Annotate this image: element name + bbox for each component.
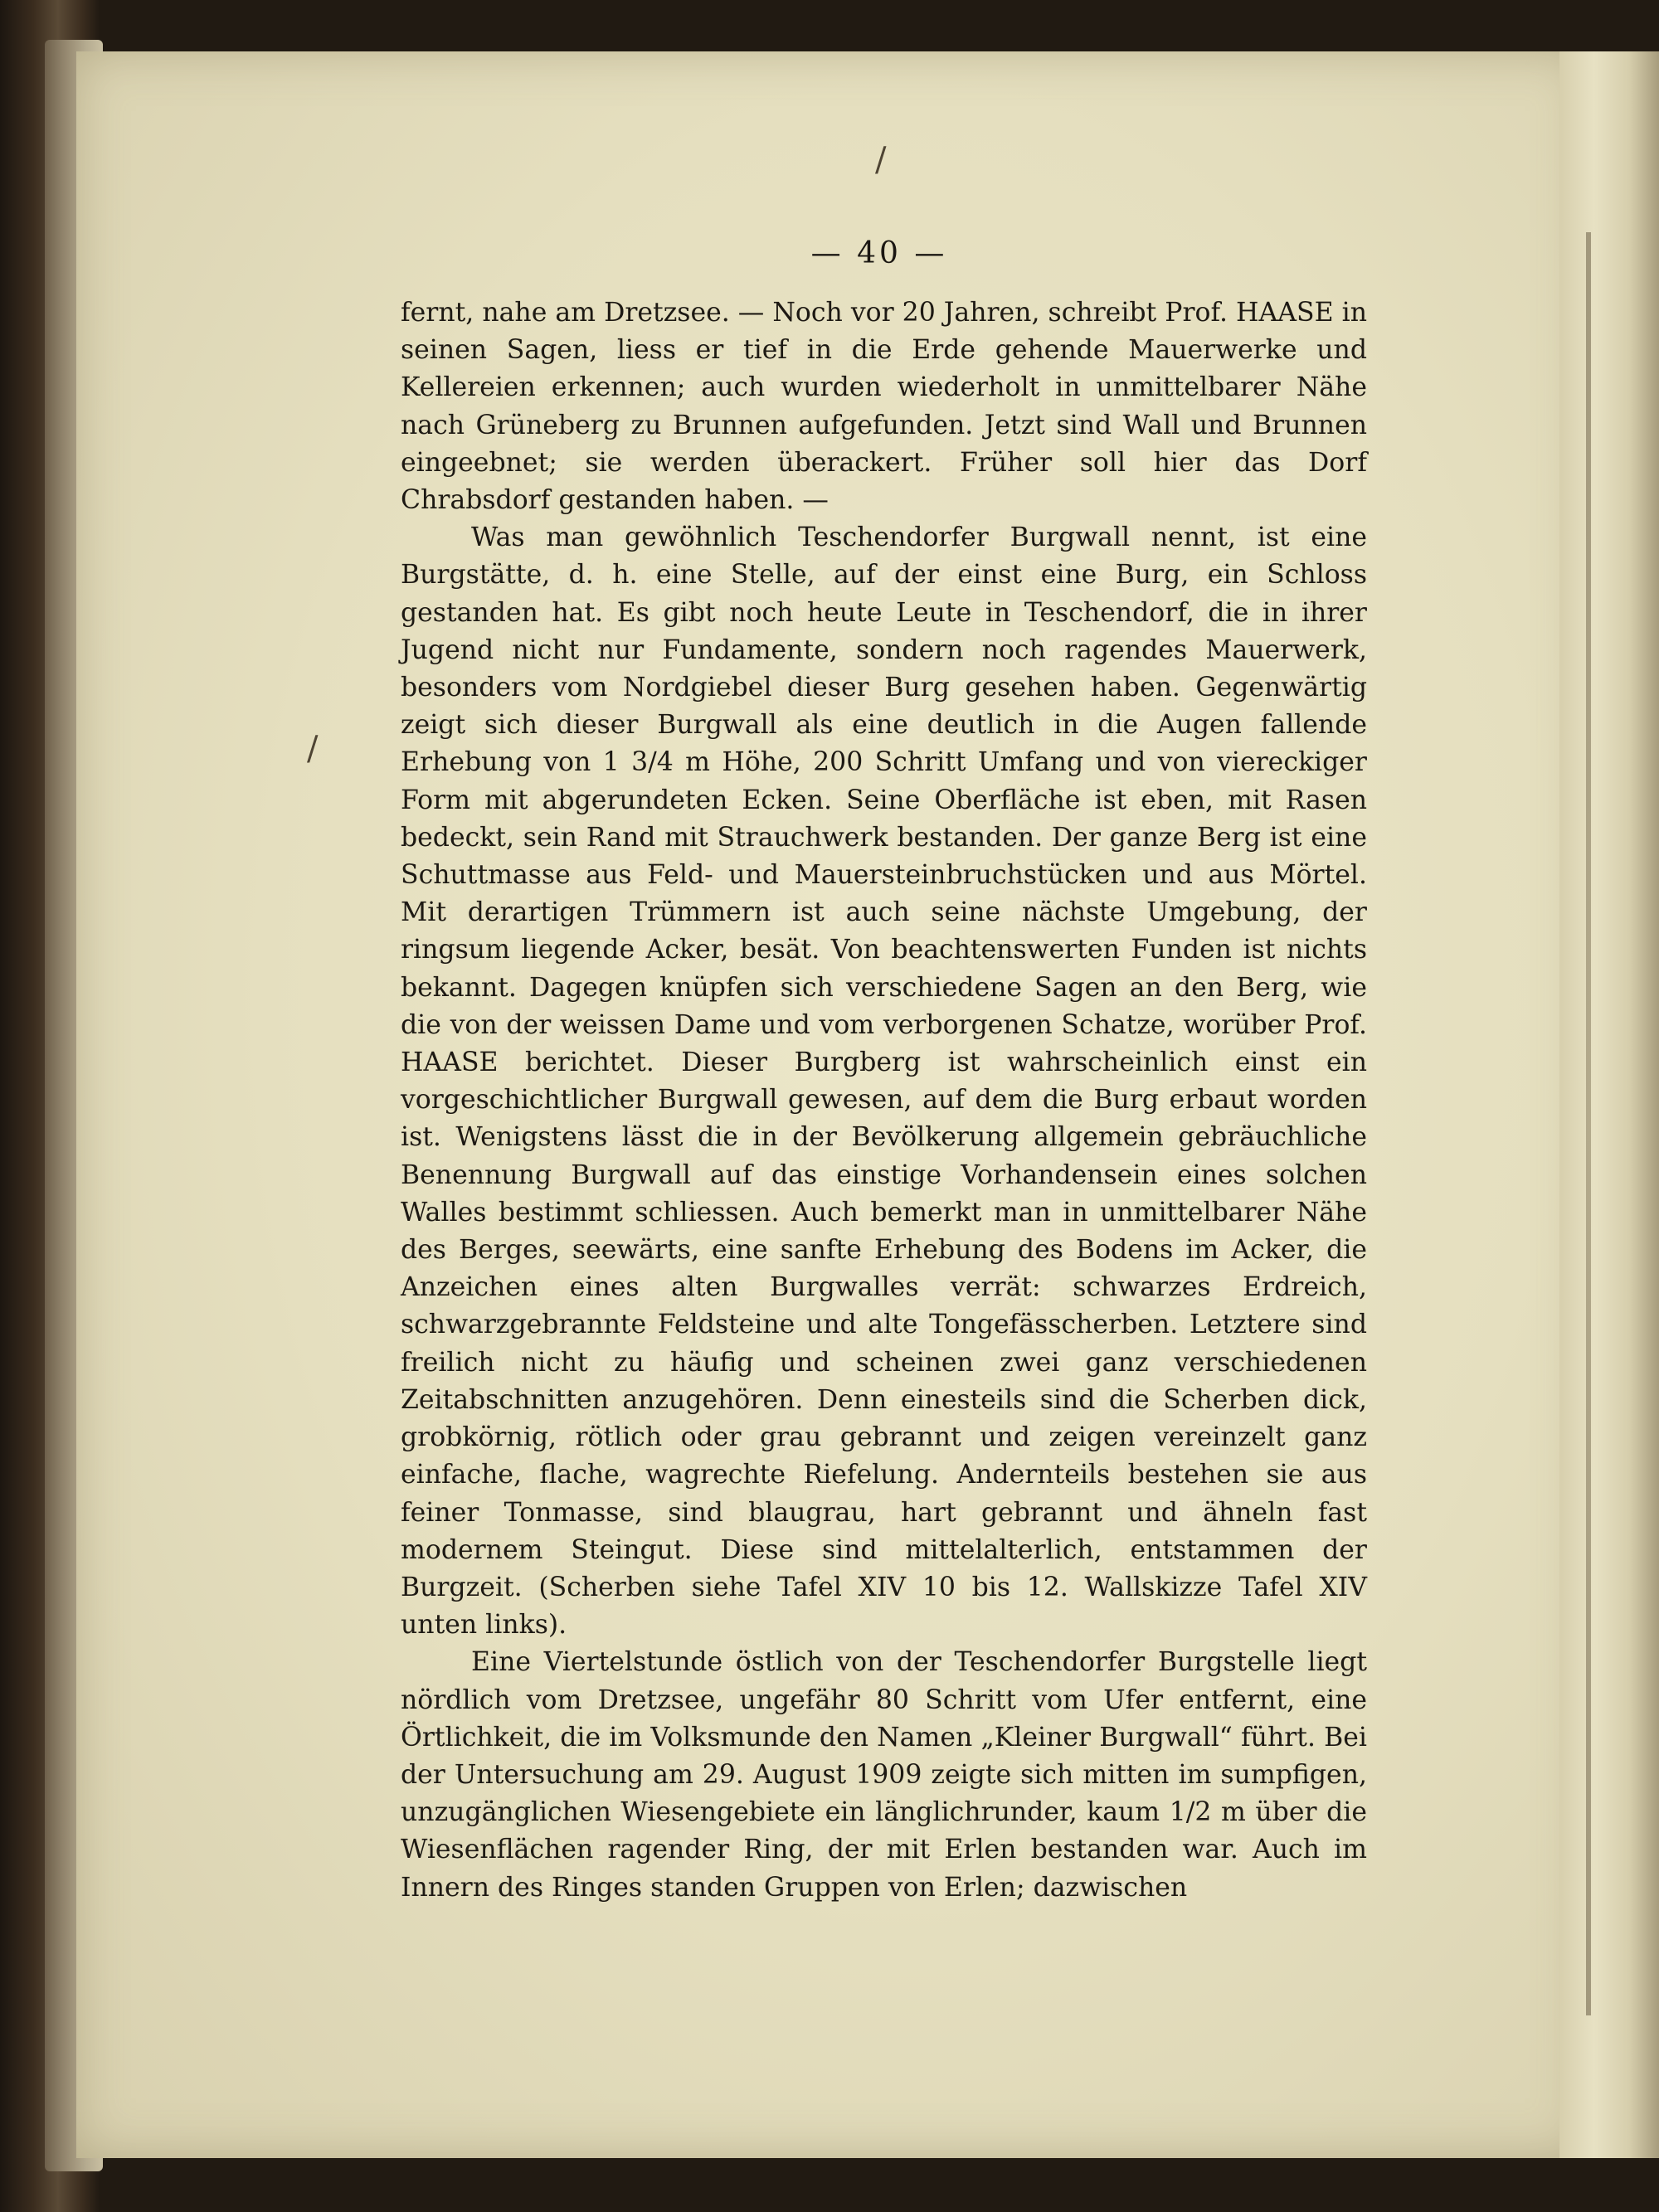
paragraph-1: fernt, nahe am Dretzsee. — Noch vor 20 Jahren, schreibt Prof. HAASE in seinen Sagen, liess er tief in die Erde gehende Mauerwerke und Kellereien erkennen; auch wurden wiederholt in unmittelbarer Nähe nach Grüneberg zu Brunnen aufgefunden. Jetzt sind Wall und Brunnen eingeebnet; sie werden überackert. Früher soll hier das Dorf Chrabsdorf gestanden haben. —: [401, 298, 1367, 516]
pencil-mark: /: [875, 141, 887, 179]
pencil-mark: /: [307, 730, 319, 768]
body-text: [401, 294, 1367, 1907]
paragraph-3: Eine Viertelstunde östlich von der Teschendorfer Burgstelle liegt nördlich vom Dretzsee, ungefähr 80 Schritt vom Ufer entfernt, eine Örtlichkeit, die im Volksmunde den Namen „Kleiner Burgwall“ führt. Bei der Untersuchung am 29. August 1909 zeigte sich mitten im sumpfigen, unzugänglichen Wiesengebiete ein länglichrunder, kaum 1/2 m über die Wiesenflächen ragender Ring, der mit Erlen bestanden war. Auch im Innern des Ringes standen Gruppen von Erlen; dazwischen: [401, 1647, 1367, 1903]
right-page-edge: [1559, 51, 1659, 2158]
page-number: — 40 —: [810, 236, 948, 270]
page-fold-line: [1586, 232, 1591, 2015]
paragraph-2: Was man gewöhnlich Teschendorfer Burgwall nennt, ist eine Burgstätte, d. h. eine Stelle, auf der einst eine Burg, ein Schloss gestanden hat. Es gibt noch heute Leute in Teschendorf, die in ihrer Jugend nicht nur Fundamente, sondern noch ragendes Mauerwerk, besonders vom Nordgiebel dieser Burg gesehen haben. Gegenwärtig zeigt sich dieser Burgwall als eine deutlich in die Augen fallende Erhebung von 1 3/4 m Höhe, 200 Schritt Umfang und von viereckiger Form mit abgerundeten Ecken. Seine Oberfläche ist eben, mit Rasen bedeckt, sein Rand mit Strauchwerk bestanden. Der ganze Berg ist eine Schuttmasse aus Feld- und Mauersteinbruchstücken und aus Mörtel. Mit derartigen Trümmern ist auch seine nächste Umgebung, der ringsum liegende Acker, besät. Von beachtenswerten Funden ist nichts bekannt. Dagegen knüpfen sich verschiedene Sagen an den Berg, wie die von der weissen Dame und vom verborgenen Schatze, worüber Prof. HAASE berichtet. Dieser Burgberg ist wahrscheinlich einst ein vorgeschichtlicher Burgwall gewesen, auf dem die Burg erbaut worden ist. Wenigstens lässt die in der Bevölkerung allgemein gebräuchliche Benennung Burgwall auf das einstige Vorhandensein eines solchen Walles bestimmt schliessen. Auch bemerkt man in unmittelbarer Nähe des Berges, seewärts, eine sanfte Erhebung des Bodens im Acker, die Anzeichen eines alten Burgwalles verrät: schwarzes Erdreich, schwarzgebrannte Feldsteine und alte Tongefässcherben. Letztere sind freilich nicht zu häufig und scheinen zwei ganz verschiedenen Zeitabschnitten anzugehören. Denn einesteils sind die Scherben dick, grobkörnig, rötlich oder grau gebrannt und zeigen vereinzelt ganz einfache, flache, wagrechte Riefelung. Andernteils bestehen sie aus feiner Tonmasse, sind blaugrau, hart gebrannt und ähneln fast modernem Steingut. Diese sind mittelalterlich, entstammen der Burgzeit. (Scherben siehe Tafel XIV 10 bis 12. Wallskizze Tafel XIV unten links).: [401, 523, 1367, 1641]
